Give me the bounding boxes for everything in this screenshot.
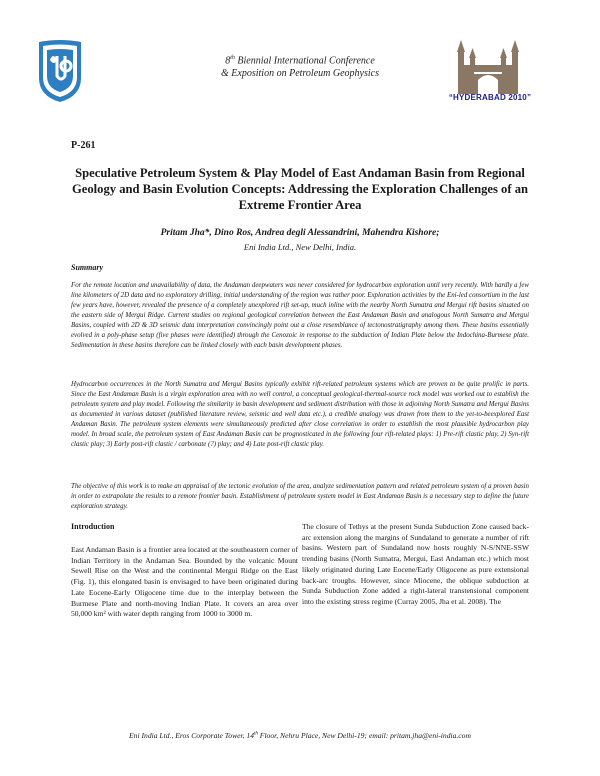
conference-line-1: 8th Biennial International Conference	[225, 55, 375, 67]
paper-title: Speculative Petroleum System & Play Model of East Andaman Basin from Regional Geology and Basin Evolution Concepts: Addressing the Exploration Challenges of an Extreme Frontier Area	[71, 166, 528, 212]
affiliation: Eni India Ltd., New Delhi, India.	[243, 242, 357, 252]
summary-paragraph-2: Hydrocarbon occurrences in the North Sumatra and Mergui Basins typically exhibit rift-related petroleum systems which are proven to be quite prolific in parts. Since the East Andaman Basin is a virgin exploration area with no well control, a conceptual geological-thermal-source rock model was worked out to establish the petroleum system and play model. Following the similarity in basin development and sediment distribution with those in adjoining North Sumatra and Mergui Basins as documented in various dataset (published literature review, seismic and well data etc.), a credible analogy was drawn from them to the yet-to-beexplored East Andaman Basin. The petroleum system elements were simultaneously predicted after close correlation in order to establish the most plausible hydrocarbon play model. In broad scale, the petroleum system of East Andaman Basin can be prognosticated in the following four rift-related plays: 1) Pre-rift clastic play, 2) Syn-rift clastic play; 3) Early post-rift clastic / carbonate (?) play; and 4) Late post-rift clastic play.	[71, 381, 529, 448]
summary-paragraph-1: For the remote location and unavailability of data, the Andaman deepwaters was never considered for hydrocarbon exploration until very recently. With hardly a few line kilometers of 2D data and no exploratory drilling, initial understanding of the region was rather poor. Exploration activities by the Eni-led consortium in the last few years have, however, revealed the presence of a completely unexplored rift set-up, much inline with the nearby North Sumatra and Mergui rift basins situated on the eastern side of Mergui Ridge. Current studies on regional geological correlation between the East Andaman Basin and analogous North Sumatra and Mergui Basins, coupled with 2D & 3D seismic data interpretation convincingly point out a close resemblance of tectonostratigraphy among them. These basins essentially evolved in a poly-phase setup (five phases were identified) through the Cenozoic in response to the subduction of Indian Plate below the Indochina-Burmese plate. Sedimentation in these basins therefore can be linked closely with each basin development phases.	[71, 282, 529, 349]
introduction-right-column: The closure of Tethys at the present Sunda Subduction Zone caused back-arc extension along the margins of Sundaland to generate a number of rift basins. Western part of Sundaland now hosts roughly N-S/NNE-SSW trending basins (North Sumatra, Mergui, East Andaman etc.) which most likely originated during Late Eocene/Early Oligocene as pure extensional back-arc troughs. However, since Miocene, the oblique subduction at Sunda Subduction Zone added a right-lateral transtensional component into the existing stress regime (Curray 2005, Jha et al. 2008). The	[302, 522, 529, 606]
hyderabad-2010-badge: “HYDERABAD 2010”	[448, 93, 532, 102]
summary-paragraph-3: The objective of this work is to make an appraisal of the tectonic evolution of the area, analyze sedimentation pattern and related petroleum system of a proven basin in order to extrapolate the results to a remote frontier basin. Establishment of petroleum system model in East Andaman Basin is a necessary step to define the future exploration strategy.	[71, 483, 529, 510]
introduction-left-column: East Andaman Basin is a frontier area located at the southeastern corner of Indian Territory in the Andaman Sea. Bounded by the volcanic Mount Sewell Rise on the West and the continental Mergui Ridge on the East (Fig. 1), this elongated basin is envisaged to have been originated during Late Eocene-Early Oligocene time due to the interplay between the Burmese Plate and north-moving Indian Plate. It covers an area over 50,000 km² with water depth ranging from 1000 to 3000 m.	[71, 545, 298, 619]
introduction-heading: Introduction	[71, 522, 115, 531]
charminar-monument-image	[452, 38, 524, 94]
authors: Pritam Jha*, Dino Ros, Andrea degli Alessandrini, Mahendra Kishore;	[160, 228, 440, 238]
page-footer: Eni India Ltd., Eros Corporate Tower, 14th Floor, Nehru Place, New Delhi-19; email: pritam.jha@eni-india.com	[129, 731, 471, 740]
paper-number: P-261	[71, 140, 96, 151]
conference-line-2: & Exposition on Petroleum Geophysics	[221, 68, 379, 80]
summary-heading: Summary	[71, 263, 104, 272]
